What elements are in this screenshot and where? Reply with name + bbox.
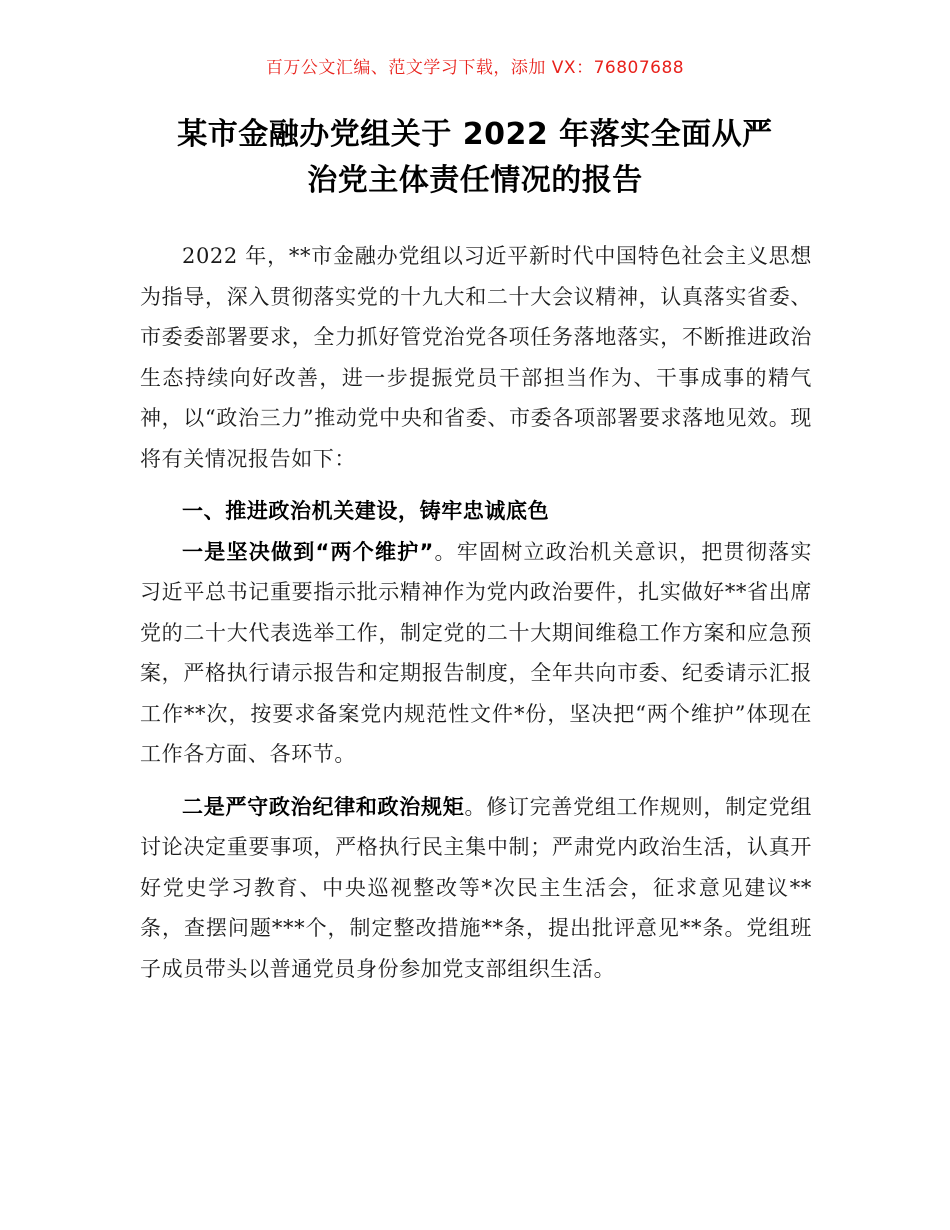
paragraph-1-lead: 一是坚决做到“两个维护” — [182, 539, 434, 564]
document-body — [140, 236, 812, 989]
title-line-2: 治党主体责任情况的报告 — [307, 163, 643, 198]
paragraph-2-text: 。修订完善党组工作规则，制定党组讨论决定重要事项，严格执行民主集中制；严肃党内政治生活，认真开好党史学习教育、中央巡视整改等*次民主生活会，征求意见建议**条，查摆问题***个，制定整改措施**条，提出批评意见**条。党组班子成员带头以普通党员身份参加党支部组织生活。 — [140, 794, 812, 981]
paragraph-1-text: 。牢固树立政治机关意识，把贯彻落实习近平总书记重要指示批示精神作为党内政治要件，扎实做好**省出席党的二十大代表选举工作，制定党的二十大期间维稳工作方案和应急预案，严格执行请示报告和定期报告制度，全年共向市委、纪委请示汇报工作**次，按要求备案党内规范性文件*份，坚决把“两个维护”体现在工作各方面、各环节。 — [140, 539, 812, 766]
intro-paragraph: 2022 年，**市金融办党组以习近平新时代中国特色社会主义思想为指导，深入贯彻落实党的十九大和二十大会议精神，认真落实省委、市委委部署要求，全力抓好管党治党各项任务落地落实，不断推进政治生态持续向好改善，进一步提振党员干部担当作为、干事成事的精气神，以“政治三力”推动党中央和省委、市委各项部署要求落地见效。现将有关情况报告如下： — [140, 244, 812, 471]
header-banner: 百万公文汇编、范文学习下载，添加 VX：76807688 — [265, 58, 685, 78]
title-line-1: 某市金融办党组关于 2022 年落实全面从严 — [177, 117, 773, 152]
paragraph-1 — [140, 532, 812, 775]
section-heading-1: 一、推进政治机关建设，铸牢忠诚底色 — [182, 499, 550, 523]
document-title — [120, 112, 830, 204]
paragraph-2-lead: 二是严守政治纪律和政治规矩 — [182, 794, 465, 819]
paragraph-2 — [140, 787, 812, 990]
